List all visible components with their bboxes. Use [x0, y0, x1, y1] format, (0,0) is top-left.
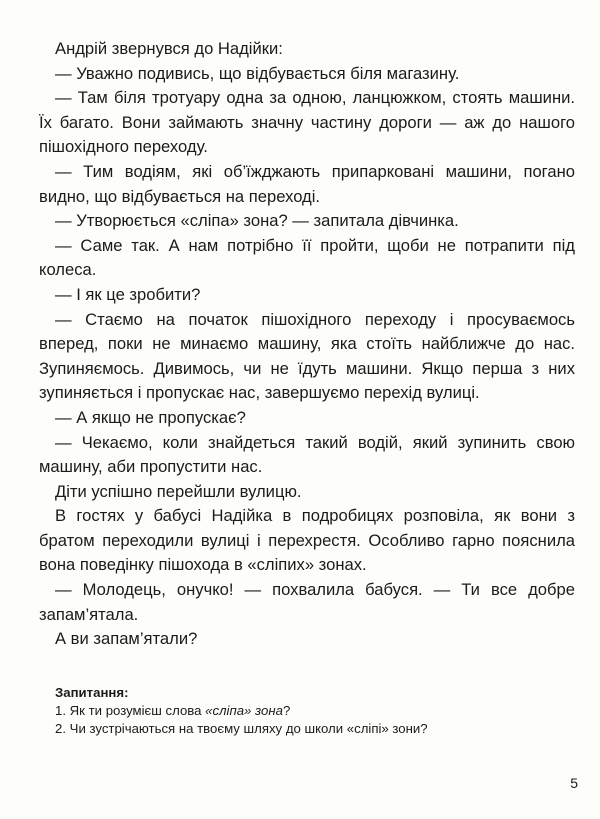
story-paragraph: Андрій звернувся до Надійки: — [55, 39, 283, 58]
story-paragraph: — Уважно подивись, що відбувається біля магазину. — [55, 63, 460, 83]
question-text: 2. Чи зустрічаються на твоєму шляху до школи «сліпі» зони? — [55, 720, 428, 736]
page-number: 5 — [570, 775, 578, 791]
story-paragraph: — Стаємо на початок пішохідного переходу і просуваємось вперед, поки не минаємо машину, яка стоїть найближче до нас. Зупиняємось. Дивимось, чи не їдуть машини. Якщо перша з них зупиняється і пропускає нас, завершуємо перехід вулиці. — [39, 309, 575, 403]
book-page — [39, 37, 575, 737]
question-italic-phrase: «сліпа» зона — [205, 703, 283, 719]
story-paragraph: — Утворюється «сліпа» зона? — запитала дівчинка. — [55, 211, 459, 231]
story-paragraph: В гостях у бабусі Надійка в подробицях розповіла, як вони з братом переходили вулиці і перехрестя. Особливо гарно пояснила вона поведінку пішохода в «сліпих» зонах. — [39, 506, 575, 575]
question-text: 1. Як ти розумієш слова — [55, 703, 206, 719]
story-paragraph: — Тим водіям, які об’їжджають припарковані машини, погано видно, що відбувається на переході. — [39, 161, 575, 206]
story-paragraph: — А якщо не пропускає? — [55, 407, 246, 427]
story-paragraph: А ви запам’ятали? — [55, 629, 198, 649]
story-paragraph: — Саме так. А нам потрібно її пройти, щоби не потрапити під колеса. — [39, 235, 575, 280]
story-paragraph: Діти успішно перейшли вулицю. — [55, 481, 302, 501]
questions-section — [55, 684, 575, 738]
question-item — [55, 720, 575, 738]
story-text — [39, 37, 575, 652]
question-text-end: ? — [282, 703, 291, 719]
story-paragraph: — І як це зробити? — [55, 284, 201, 304]
story-paragraph: — Чекаємо, коли знайдеться такий водій, який зупинить свою машину, аби пропустити нас. — [39, 432, 575, 477]
story-paragraph: — Там біля тротуару одна за одною, ланцюжком, стоять машини. Їх багато. Вони займають значну частину дороги — аж до нашого пішохідного переходу. — [39, 88, 575, 157]
question-item — [55, 702, 575, 720]
questions-title: Запитання: — [55, 684, 129, 700]
story-paragraph: — Молодець, онучко! — похвалила бабуся. — Ти все добре запам’ятала. — [39, 580, 575, 624]
